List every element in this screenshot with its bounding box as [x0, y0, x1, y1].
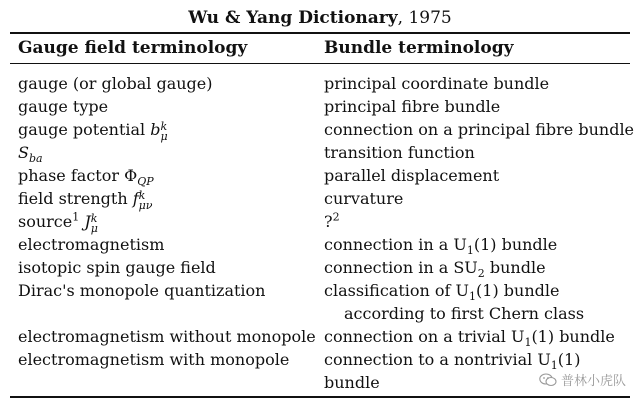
table-row	[0, 279, 640, 325]
gauge-text: source	[18, 212, 73, 231]
table-row	[0, 95, 640, 118]
gauge-text: field strength	[18, 189, 133, 208]
symbol: J	[84, 212, 91, 231]
table-body	[0, 72, 640, 394]
symbol: Φ	[124, 166, 138, 185]
bundle-cell	[324, 256, 546, 279]
group-subscript: 1	[466, 244, 474, 258]
gauge-cell: electromagnetism without monopole	[18, 327, 316, 346]
bundle-text: connection in a U	[324, 235, 467, 254]
title-year: , 1975	[397, 8, 452, 28]
table-row	[0, 325, 640, 348]
gauge-text: phase factor	[18, 166, 125, 185]
superscript: k	[138, 189, 146, 202]
indices	[139, 191, 153, 211]
title-name: Wu & Yang Dictionary	[188, 8, 398, 28]
gauge-cell	[18, 210, 98, 234]
superscript: k	[90, 212, 98, 225]
bundle-cell: principal fibre bundle	[324, 97, 501, 116]
subscript: μ	[160, 130, 168, 143]
table-row	[0, 210, 640, 233]
indices	[91, 214, 98, 234]
table-row	[0, 141, 640, 164]
top-rule	[10, 32, 630, 34]
bundle-text-tail: (1) bundle	[476, 281, 560, 300]
bundle-cell: principal coordinate bundle	[324, 74, 550, 93]
bundle-text: connection to a nontrivial U	[324, 350, 551, 369]
gauge-cell: electromagnetism with monopole	[18, 350, 290, 369]
bundle-text-tail: (1)	[557, 350, 581, 369]
symbol: f	[132, 189, 139, 208]
gauge-cell: Dirac's monopole quantization	[18, 281, 266, 300]
bundle-cell: connection on a principal fibre bundle	[324, 120, 635, 139]
footnote-mark: 1	[72, 210, 80, 224]
gauge-cell: electromagnetism	[18, 235, 165, 254]
bundle-cell: transition function	[324, 143, 475, 162]
group-subscript: 1	[524, 336, 532, 350]
table-row	[0, 164, 640, 187]
symbol: S	[18, 143, 29, 162]
bundle-cell: parallel displacement	[324, 166, 500, 185]
table-row	[0, 256, 640, 279]
subscript: μ	[90, 222, 98, 235]
bundle-cell: curvature	[324, 189, 404, 208]
gauge-cell: gauge type	[18, 97, 109, 116]
bundle-cell	[324, 233, 557, 256]
header-rule	[10, 63, 630, 64]
bundle-cell	[324, 210, 340, 233]
bottom-rule	[10, 396, 630, 398]
bundle-continuation: bundle	[324, 373, 380, 392]
gauge-cell	[18, 164, 154, 187]
gauge-cell: gauge (or global gauge)	[18, 74, 213, 93]
table-row	[0, 233, 640, 256]
bundle-cell	[324, 325, 615, 348]
gauge-cell: isotopic spin gauge field	[18, 258, 216, 277]
bundle-cell	[324, 279, 584, 325]
gauge-cell	[18, 118, 168, 142]
group-subscript: 1	[550, 359, 558, 373]
header-bundle: Bundle terminology	[324, 38, 514, 58]
subscript: ba	[28, 152, 43, 166]
watermark-text: 普林小虎队	[560, 374, 626, 389]
superscript: k	[160, 120, 168, 133]
bundle-text: ?	[324, 212, 333, 231]
subscript: μν	[138, 199, 153, 212]
symbol: b	[150, 120, 161, 139]
table-row	[0, 72, 640, 95]
table-row	[0, 118, 640, 141]
footnote-mark: 2	[332, 210, 340, 224]
table-row	[0, 187, 640, 210]
bundle-text: classification of U	[324, 281, 470, 300]
bundle-text-tail: (1) bundle	[531, 327, 615, 346]
bundle-text-tail: (1) bundle	[473, 235, 558, 254]
group-subscript: 1	[469, 290, 477, 304]
bundle-continuation: according to first Chern class	[344, 304, 585, 323]
header-gauge: Gauge field terminology	[18, 38, 248, 58]
bundle-text-tail: bundle	[484, 258, 546, 277]
watermark	[539, 370, 626, 389]
bundle-text: connection on a trivial U	[324, 327, 525, 346]
table-title	[0, 8, 640, 28]
subscript: QP	[137, 175, 154, 189]
wechat-icon	[539, 373, 557, 387]
group-subscript: 2	[477, 267, 485, 281]
gauge-cell	[18, 187, 152, 211]
indices	[161, 122, 168, 142]
gauge-text: gauge potential	[18, 120, 151, 139]
bundle-text: connection in a SU	[324, 258, 478, 277]
gauge-cell	[18, 141, 43, 164]
